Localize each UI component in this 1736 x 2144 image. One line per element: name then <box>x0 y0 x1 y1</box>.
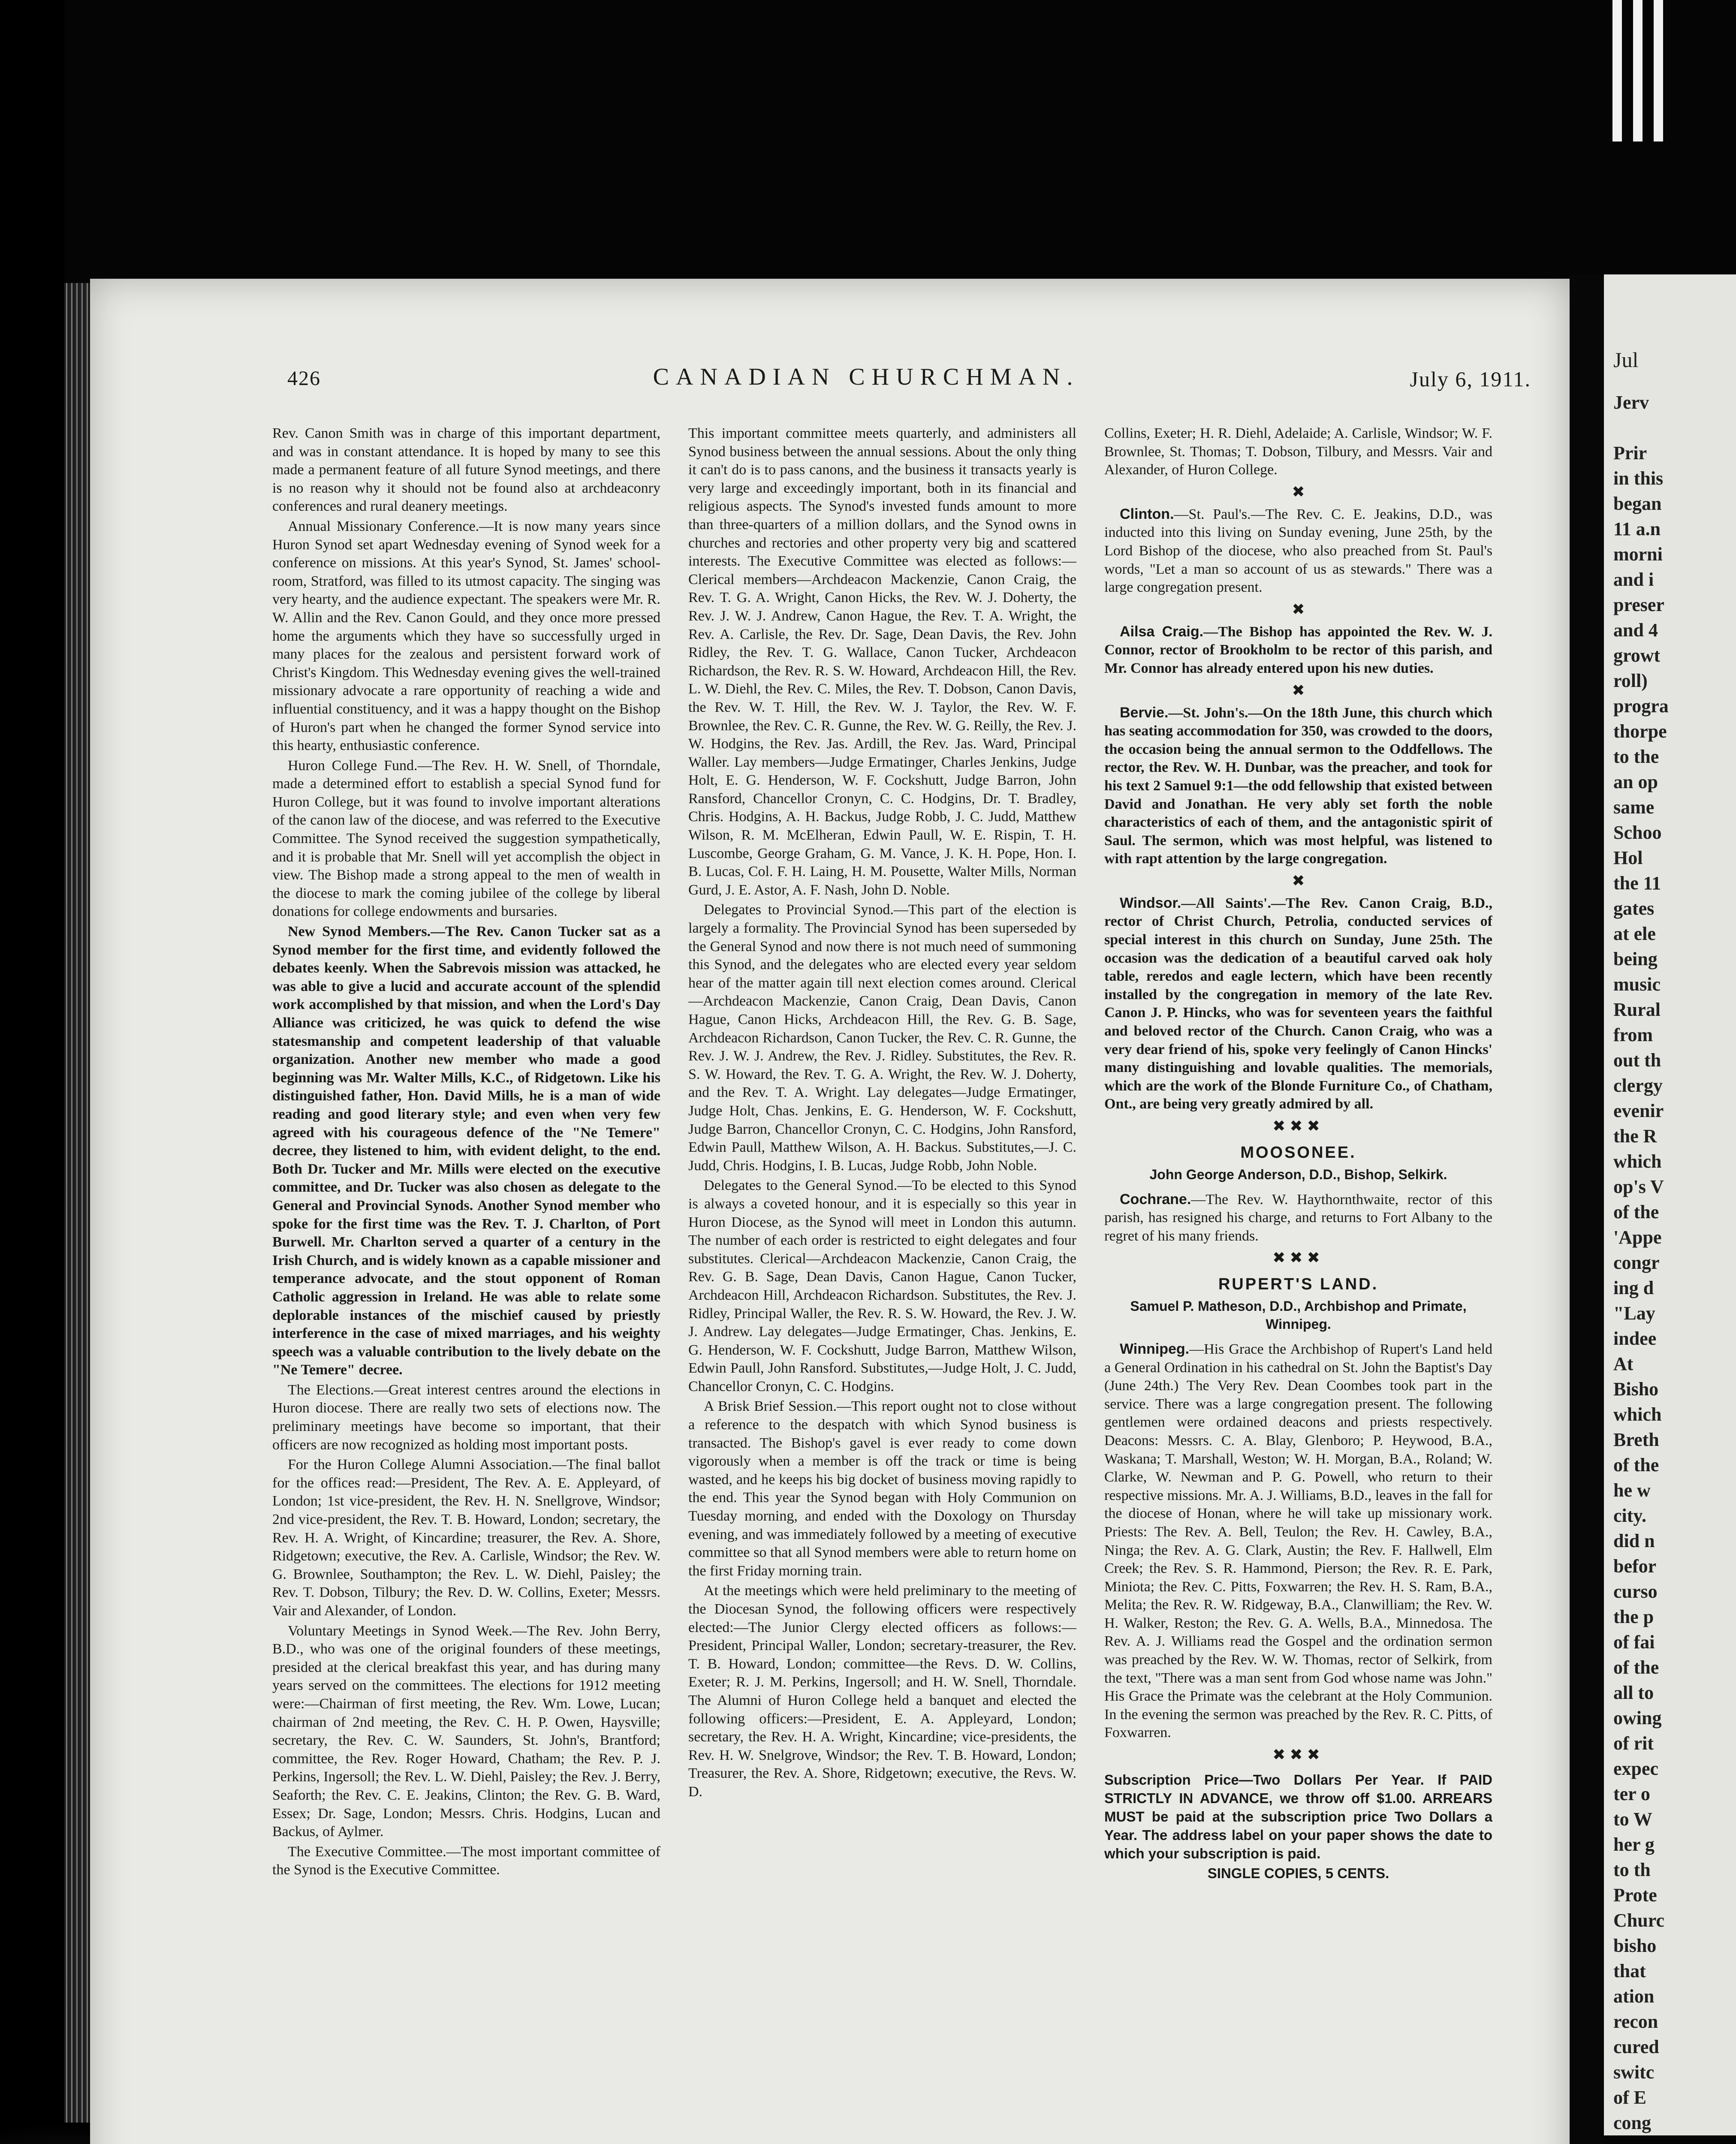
next-page-line: roll) <box>1613 670 1648 691</box>
next-page-line: growt <box>1613 645 1661 666</box>
parish-name: Winnipeg. <box>1120 1340 1190 1357</box>
next-page-line: that <box>1613 1960 1646 1981</box>
parish-news-ailsa-craig <box>1104 623 1492 678</box>
next-page-line: being <box>1613 949 1658 970</box>
next-page-line: did n <box>1613 1530 1655 1551</box>
article-paragraph: Collins, Exeter; H. R. Diehl, Adelaide; A. Carlisle, Windsor; W. F. Brownlee, St. Thomas; T. Dobson, Tilbury, and Messrs. Vair and Alexander, of Huron College. <box>1104 425 1492 478</box>
next-page-line: of rit <box>1613 1733 1654 1754</box>
next-page-line: at ele <box>1613 923 1656 944</box>
article-paragraph: Delegates to the General Synod.—To be elected to this Synod is always a coveted honour, and it is especially so this year in Huron Diocese, as the Synod will meet in London this autumn. The number of each order is restricted to eight delegates and four substitutes. Clerical—Archdeacon Mackenzie, Canon Craig, the Rev. G. B. Sage, Dean Davis, Canon Hague, Canon Tucker, Archdeacon Hill, Archdeacon Richardson. Substitutes, the Rev. J. Ridley, Principal Waller, the Rev. R. S. W. Howard, the Rev. J. W. J. Andrew. Lay delegates—Judge Ermatinger, Chas. Jenkins, E. G. Henderson, W. F. Cockshutt, Judge Barron, Matthew Wilson, Edwin Paull, John Ransford. Substitutes,—Judge Holt, J. C. Judd, Chancellor Cronyn, C. C. Hodgins. <box>688 1177 1076 1394</box>
page-header <box>287 364 1531 401</box>
page-number: 426 <box>287 367 321 390</box>
section-divider-icon: ✖✖✖ <box>1272 1249 1324 1267</box>
article-paragraph: For the Huron College Alumni Association.—The final ballot for the offices read:—President, The Rev. A. E. Appleyard, of London; 1st vice-president, the Rev. H. N. Snellgrove, Windsor; 2nd vice-president, the Rev. T. B. Howard, London; secretary, the Rev. H. A. Wright, of Kincardine; treasurer, the Rev. A. Shore, Ridgetown; executive, the Rev. A. Carlisle, Windsor; the Rev. W. G. Brownlee, Southampton; the Rev. L. W. Diehl, Paisley; the Rev. T. Dobson, Tilbury; the Rev. D. W. Collins, Exeter; Messrs. Vair and Alexander, of London. <box>272 1457 660 1619</box>
next-page-line <box>1604 415 1736 440</box>
next-page-line: clergy <box>1613 1075 1663 1096</box>
next-page-line: ter o <box>1613 1783 1650 1804</box>
next-page-line: Churc <box>1613 1910 1664 1931</box>
parish-name: Windsor. <box>1120 894 1181 911</box>
parish-text: —The Rev. W. Haythornthwaite, rector of this parish, has resigned his charge, and returns to Fort Albany to the regret of his many friends. <box>1104 1191 1492 1244</box>
film-sprocket-top-3 <box>1654 0 1663 142</box>
masthead-title: CANADIAN CHURCHMAN. <box>653 364 1080 390</box>
next-page-line: gates <box>1613 898 1655 919</box>
parish-text: —St. John's.—On the 18th June, this church which has seating accommodation for 350, was crowded to the doors, the occasion being the annual sermon to the Oddfellows. The rector, the Rev. W. H. Dunbar, was the preacher, and took for his text 2 Samuel 9:1—the odd fellowship that existed between David and Jonathan. He very ably set forth the noble characteristics of each of them, and the antagonistic spirit of Saul. The sermon, which was most helpful, was listened to with rapt attention by the large congregation. <box>1104 705 1492 867</box>
issue-date: July 6, 1911. <box>1410 367 1531 391</box>
film-sprocket-top-1 <box>1612 0 1622 142</box>
next-page-line: Prir <box>1613 443 1647 464</box>
next-page-line: city. <box>1613 1505 1646 1526</box>
next-page-line: recon <box>1613 2011 1658 2032</box>
film-sprocket-top-2 <box>1633 0 1643 142</box>
book-page-edges <box>64 283 90 2144</box>
single-copies-price: SINGLE COPIES, 5 CENTS. <box>1207 1865 1389 1882</box>
next-page-line: Prote <box>1613 1885 1657 1906</box>
bishop-line-ruperts-land: Samuel P. Matheson, D.D., Archbishop and Primate, Winnipeg. <box>1130 1298 1467 1332</box>
article-paragraph: This important committee meets quarterly, and administers all Synod business between the annual sessions. About the only thing it can't do is to pass canons, and the business it transacts yearly is very large and exceedingly important, both in its financial and religious aspects. The Synod's invested funds amount to more than three-quarters of a million dollars, and the Synod owns in churches and rectories and other property very big and scattered interests. The Executive Committee was elected as follows:—Clerical members—Archdeacon Mackenzie, Canon Craig, the Rev. T. G. A. Wright, Canon Hicks, the Rev. W. J. Doherty, the Rev. J. W. J. Andrew, Canon Hague, the Rev. T. A. Wright, the Rev. A. Carlisle, the Rev. Dr. Sage, Dean Davis, the Rev. John Ridley, the Rev. T. G. Wallace, Canon Tucker, Archdeacon Richardson, the Rev. R. S. W. Howard, Archdeacon Hill, the Rev. L. W. Diehl, the Rev. C. Miles, the Rev. T. Dobson, Canon Davis, the Rev. W. T. Hill, the Rev. W. J. Taylor, the Rev. W. F. Brownlee, the Rev. C. R. Gunne, the Rev. W. G. Reilly, the Rev. J. W. Hodgins, the Rev. Jas. Ardill, the Rev. Jas. Ward, Principal Waller. Lay members—Judge Ermatinger, Charles Jenkins, Judge Holt, E. G. Henderson, W. F. Cockshutt, Judge Barron, John Ransford, Chancellor Cronyn, C. C. Hodgins, Dr. T. Bradley, Chris. Hodgins, A. H. Backus, Judge Robb, J. C. Judd, Matthew Wilson, R. M. McElheran, Edwin Paull, W. E. Rispin, T. H. Luscombe, George Graham, G. M. Vance, J. K. H. Pope, Hon. I. B. Lucas, Col. F. H. Laing, H. M. Pousette, Walter Mills, Norman Gurd, J. E. Astor, A. F. Nash, John D. Noble. <box>688 425 1076 898</box>
film-margin-left <box>0 0 64 2144</box>
next-page-line: which <box>1613 1151 1662 1172</box>
next-page-line: Rural <box>1613 999 1661 1020</box>
next-page-line: of the <box>1613 1454 1659 1476</box>
column-2 <box>688 425 1076 2144</box>
parish-text: —The Bishop has appointed the Rev. W. J. Connor, rector of Brookholm to be rector of this parish, and Mr. Connor has already entered upon his new duties. <box>1104 623 1492 676</box>
next-page-line: Hol <box>1613 847 1643 868</box>
section-mark-icon: ✖ <box>1292 483 1305 501</box>
newspaper-page <box>90 279 1570 2144</box>
next-page-line: her g <box>1613 1834 1655 1855</box>
next-page-line: to W <box>1613 1809 1652 1830</box>
next-page-line: Jerv <box>1613 392 1649 413</box>
parish-name: Bervie. <box>1120 704 1169 721</box>
next-page-line: all to <box>1613 1682 1654 1703</box>
next-page-line: morni <box>1613 544 1663 565</box>
next-page-line: to th <box>1613 1859 1651 1880</box>
next-page-line: began <box>1613 493 1662 514</box>
next-page-header: Jul <box>1613 348 1639 372</box>
next-page-line: Bisho <box>1613 1379 1659 1400</box>
next-page-line: switc <box>1613 2062 1655 2083</box>
next-page-line: he w <box>1613 1480 1651 1501</box>
parish-text: —St. Paul's.—The Rev. C. E. Jeakins, D.D., was inducted into this living on Sunday evening, June 25th, by the Lord Bishop of the diocese, who also preached from St. Paul's words, "Let a man so account of us as stewards." There was a large congregation present. <box>1104 506 1492 596</box>
next-page-line: the R <box>1613 1126 1657 1147</box>
parish-text: —All Saints'.—The Rev. Canon Craig, B.D., rector of Christ Church, Petrolia, conducted services of special interest in this church on Sunday, June 25th. The occasion was the dedication of a beautiful carved oak holy table, reredos and eagle lectern, which have been recently installed by the congregation in memory of the late Rev. Canon J. P. Hincks, who was for seventeen years the faithful and beloved rector of the Church. Canon Craig, who was a very dear friend of his, spoke very feelingly of Canon Hincks' many distinguishing and lovable qualities. The memorials, which are the work of the Blonde Furniture Co., of Chatham, Ont., are being very greatly admired by all. <box>1104 895 1492 1112</box>
next-page-line: an op <box>1613 771 1658 792</box>
next-page-line: evenir <box>1613 1100 1664 1121</box>
next-page-line: and 4 <box>1613 620 1658 641</box>
article-paragraph: Annual Missionary Conference.—It is now many years since Huron Synod set apart Wednesday evening of Synod week for a conference on missions. At this year's Synod, St. James' school-room, Stratford, was filled to its utmost capacity. The singing was very hearty, and the audience expectant. The speakers were Mr. R. W. Allin and the Rev. Canon Gould, and they once more pressed home the arguments which they have so successfully urged in many places for the zealous and persistent forward work of Christ's Kingdom. This Wednesday evening gives the well-trained missionary advocate a rare opportunity of reaching a wide and influential constituency, and it was a happy thought on the Bishop of Huron's part when he changed the former Synod service into this hearty, enthusiastic conference. <box>272 518 660 754</box>
article-paragraph: A Brisk Brief Session.—This report ought not to close without a reference to the despatch with which Synod business is transacted. The Bishop's gavel is ever ready to come down vigorously when a member is off the track or time is being wasted, and he keeps his big docket of business moving rapidly to the end. This year the Synod began with Holy Communion on Tuesday morning, and ended with the Doxology on Thursday evening, and was immediately followed by a meeting of executive committee so that all Synod members were able to return home on the first Friday morning train. <box>688 1398 1076 1579</box>
section-divider-icon: ✖✖✖ <box>1272 1746 1324 1764</box>
next-page-line: 11 a.n <box>1613 518 1661 539</box>
next-page-line: to the <box>1613 746 1659 767</box>
subscription-notice: Subscription Price—Two Dollars Per Year. If PAID STRICTLY IN ADVANCE, we throw off $1.00. ARREARS MUST be paid at the subscription price Two Dollars a Year. The address label on your paper shows the date to which your subscription is paid. <box>1104 1772 1492 1862</box>
next-page-line: of fai <box>1613 1632 1655 1653</box>
next-page-line: the 11 <box>1613 873 1661 894</box>
next-page-fragment <box>1604 274 1736 2135</box>
next-page-line: in this <box>1613 468 1664 489</box>
page-gutter <box>1570 274 1604 2144</box>
next-page-line: thorpe <box>1613 721 1667 742</box>
next-page-line: which <box>1613 1404 1662 1425</box>
parish-news-clinton <box>1104 505 1492 597</box>
next-page-line: music <box>1613 974 1661 995</box>
next-page-line: cured <box>1613 2036 1659 2057</box>
article-paragraph: The Executive Committee.—The most important committee of the Synod is the Executive Committee. <box>272 1843 660 1878</box>
parish-news-winnipeg <box>1104 1340 1492 1742</box>
next-page-line: curso <box>1613 1581 1658 1602</box>
next-page-line: the p <box>1613 1606 1654 1627</box>
next-page-line: 'Appe <box>1613 1227 1662 1248</box>
next-page-line: expec <box>1613 1758 1659 1779</box>
next-page-line: indee <box>1613 1328 1657 1349</box>
section-divider-icon: ✖✖✖ <box>1272 1117 1324 1135</box>
next-page-line: of E <box>1613 2087 1646 2108</box>
next-page-line: of the <box>1613 1201 1659 1223</box>
parish-name: Cochrane. <box>1120 1191 1191 1208</box>
parish-name: Ailsa Craig. <box>1120 623 1204 640</box>
next-page-line: ation <box>1613 1986 1655 2007</box>
article-paragraph: Huron College Fund.—The Rev. H. W. Snell, of Thorndale, made a determined effort to establish a special Synod fund for Huron College, but it was found to involve important alterations of the canon law of the diocese, and was referred to the Executive Committee. The Synod received the suggestion sympathetically, and it is probable that Mr. Snell will yet accomplish the object in view. The Bishop made a strong appeal to the men of wealth in the diocese to mark the coming jubilee of the college by liberal donations for college endowments and bursaries. <box>272 757 660 920</box>
next-page-line: progra <box>1613 696 1669 717</box>
diocese-heading-ruperts-land: RUPERT'S LAND. <box>1218 1275 1379 1294</box>
next-page-line: ing d <box>1613 1277 1654 1298</box>
article-paragraph: Delegates to Provincial Synod.—This part of the election is largely a formality. The Provincial Synod has been superseded by the General Synod and now there is not much need of summoning this Synod, and the delegates who are elected every year seldom hear of the matter again till next election comes around. Clerical—Archdeacon Mackenzie, Canon Craig, Dean Davis, Canon Hague, Canon Hicks, Archdeacon Hill, the Rev. G. B. Sage, Archdeacon Richardson, Canon Tucker, the Rev. C. R. Gunne, the Rev. J. W. J. Andrew, the Rev. J. Ridley. Substitutes, the Rev. R. S. W. Howard, the Rev. T. G. A. Wright, the Rev. W. J. Doherty, and the Rev. T. A. Wright. Lay delegates—Judge Ermatinger, Judge Holt, Chas. Jenkins, E. G. Henderson, W. F. Cockshutt, Judge Barron, Chancellor Cronyn, C. C. Hodgins, John Ransford, Edwin Paull, Matthew Wilson, A. H. Backus. Substitutes,—J. C. Judd, Chris. Hodgins, I. B. Lucas, Judge Robb, John Noble. <box>688 902 1076 1174</box>
section-mark-icon: ✖ <box>1292 872 1305 890</box>
article-paragraph: The Elections.—Great interest centres around the elections in Huron diocese. There are really two sets of elections now. The preliminary meetings have become so important, that their officers are now recognized as holding most important posts. <box>272 1382 660 1453</box>
next-page-lines <box>1604 390 1736 2135</box>
parish-news-bervie <box>1104 704 1492 868</box>
next-page-line: op's V <box>1613 1176 1664 1197</box>
next-page-line: congr <box>1613 1252 1660 1273</box>
next-page-line: bisho <box>1613 1935 1657 1956</box>
article-paragraph: Rev. Canon Smith was in charge of this important department, and was in constant attendance. It is hoped by many to see this made a permanent feature of all future Synod meetings, and there is no reason why it should not be found also at archdeaconry conferences and rural deanery meetings. <box>272 425 660 515</box>
next-page-line: preser <box>1613 594 1664 615</box>
parish-news-windsor <box>1104 894 1492 1114</box>
next-page-line: from <box>1613 1024 1653 1045</box>
article-paragraph: At the meetings which were held preliminary to the meeting of the Diocesan Synod, the following officers were respectively elected:—The Junior Clergy elected officers as follows:—President, Principal Waller, London; secretary-treasurer, the Rev. T. B. Howard, London; committee—the Revs. D. W. Collins, Exeter; R. J. M. Perkins, Ingersoll; and H. W. Snell, Thorndale. The Alumni of Huron College held a banquet and elected the following officers:—President, E. A. Appleyard, London; secretary, the Rev. H. A. Wright, Kincardine; vice-presidents, the Rev. H. W. Snelgrove, Windsor; the Rev. T. B. Howard, London; Treasurer, the Rev. A. Shore, Ridgetown; executive, the Revs. W. D. <box>688 1583 1076 1800</box>
parish-text: —His Grace the Archbishop of Rupert's Land held a General Ordination in his cathedral on St. John the Baptist's Day (June 24th.) The Very Rev. Dean Coombes took part in the service. There was a large congregation present. The following gentlemen were ordained deacons and priests respectively. Deacons: Messrs. C. A. Blay, Glenboro; P. Heywood, B.A., Waskana; T. Marshall, Weston; W. H. Morgan, B.A., Roland; W. Clarke, W. Newman and P. G. Powell, who return to their respective missions. Mr. A. J. Williams, B.D., leaves in the fall for the diocese of Honan, where he will take up missionary work. Priests: The Rev. A. Bell, Teulon; the Rev. H. Cawley, B.A., Ninga; the Rev. A. G. Clark, Austin; the Rev. F. Hallwell, Elm Creek; the Rev. S. R. Hammond, Pierson; the Rev. R. E. Park, Miniota; the Rev. C. Pitts, Foxwarren; the Rev. H. S. Ram, B.A., Melita; the Rev. R. W. Ridgeway, B.A., Clanwilliam; the Rev. W. H. Walker, Reston; the Rev. G. A. Wells, B.A., Minnedosa. The Rev. A. J. Williams read the Gospel and the ordination sermon was preached by the Rev. W. W. Thomas, rector of Selkirk, from the text, "There was a man sent from God whose name was John." His Grace the Primate was the celebrant at the Holy Communion. In the evening the sermon was preached by the Rev. R. C. Pitts, of Foxwarren. <box>1104 1341 1492 1741</box>
parish-news-cochrane <box>1104 1190 1492 1246</box>
next-page-line: Schoo <box>1613 822 1662 843</box>
next-page-line: "Lay <box>1613 1303 1655 1324</box>
next-page-line: Breth <box>1613 1429 1659 1450</box>
diocese-heading-moosonee: MOOSONEE. <box>1240 1144 1356 1162</box>
article-paragraph: New Synod Members.—The Rev. Canon Tucker sat as a Synod member for the first time, and evidently followed the debates keenly. When the Sabrevois mission was attacked, he was able to give a lucid and accurate account of the splendid work accomplished by that mission, and when the Lord's Day Alliance was criticized, he was quick to defend the wise statesmanship and competent leadership of that valuable organization. Another new member who made a good beginning was Mr. Walter Mills, K.C., of Ridgetown. Like his distinguished father, Hon. David Mills, he is a man of wide reading and good literary style; and even when very few agreed with his courageous defence of the "Ne Temere" decree, they listened to him, with evident delight, to the end. Both Dr. Tucker and Mr. Mills were elected on the executive committee, and Dr. Tucker was also chosen as delegate to the General and Provincial Synods. Another Synod member who spoke for the first time was the Rev. T. J. Charlton, of Port Burwell. Mr. Charlton served a quarter of a century in the Irish Church, and is widely known as a capable missioner and temperance advocate, and the stout opponent of Roman Catholic aggression in Ireland. He was able to relate some deplorable instances of the mischief caused by priestly interference in the case of mixed marriages, and his weighty speech was a valuable contribution to the lively debate on the "Ne Temere" decree. <box>272 924 660 1378</box>
bishop-line-moosonee: John George Anderson, D.D., Bishop, Selkirk. <box>1149 1166 1447 1182</box>
next-page-line: At <box>1613 1353 1634 1374</box>
next-page-line: same <box>1613 797 1655 818</box>
section-mark-icon: ✖ <box>1292 600 1305 618</box>
next-page-line: of the <box>1613 1657 1659 1678</box>
column-3 <box>1104 425 1492 2144</box>
next-page-line: cong <box>1613 2112 1651 2133</box>
parish-name: Clinton. <box>1120 506 1174 522</box>
next-page-line: out th <box>1613 1050 1661 1071</box>
article-paragraph: Voluntary Meetings in Synod Week.—The Rev. John Berry, B.D., who was one of the original founders of these meetings, presided at the clerical breakfast this year, and has during many years served on the committees. The elections for 1912 meeting were:—Chairman of first meeting, the Rev. Wm. Lowe, Lucan; chairman of 2nd meeting, the Rev. C. H. P. Owen, Haysville; secretary, the Rev. C. W. Saunders, St. John's, Brantford; committee, the Rev. Roger Howard, Chatham; the Rev. P. J. Perkins, Ingersoll; the Rev. L. W. Diehl, Paisley; the Rev. J. Berry, Seaforth; the Rev. C. E. Jeakins, Clinton; the Rev. G. B. Ward, Essex; Dr. Sage, London; Messrs. Chris. Hodgins, Lucan and Backus, of Aylmer. <box>272 1623 660 1840</box>
column-1 <box>272 425 660 2144</box>
next-page-line: and i <box>1613 569 1654 590</box>
next-page-line: befor <box>1613 1556 1657 1577</box>
section-mark-icon: ✖ <box>1292 681 1305 699</box>
next-page-line: owing <box>1613 1707 1662 1728</box>
